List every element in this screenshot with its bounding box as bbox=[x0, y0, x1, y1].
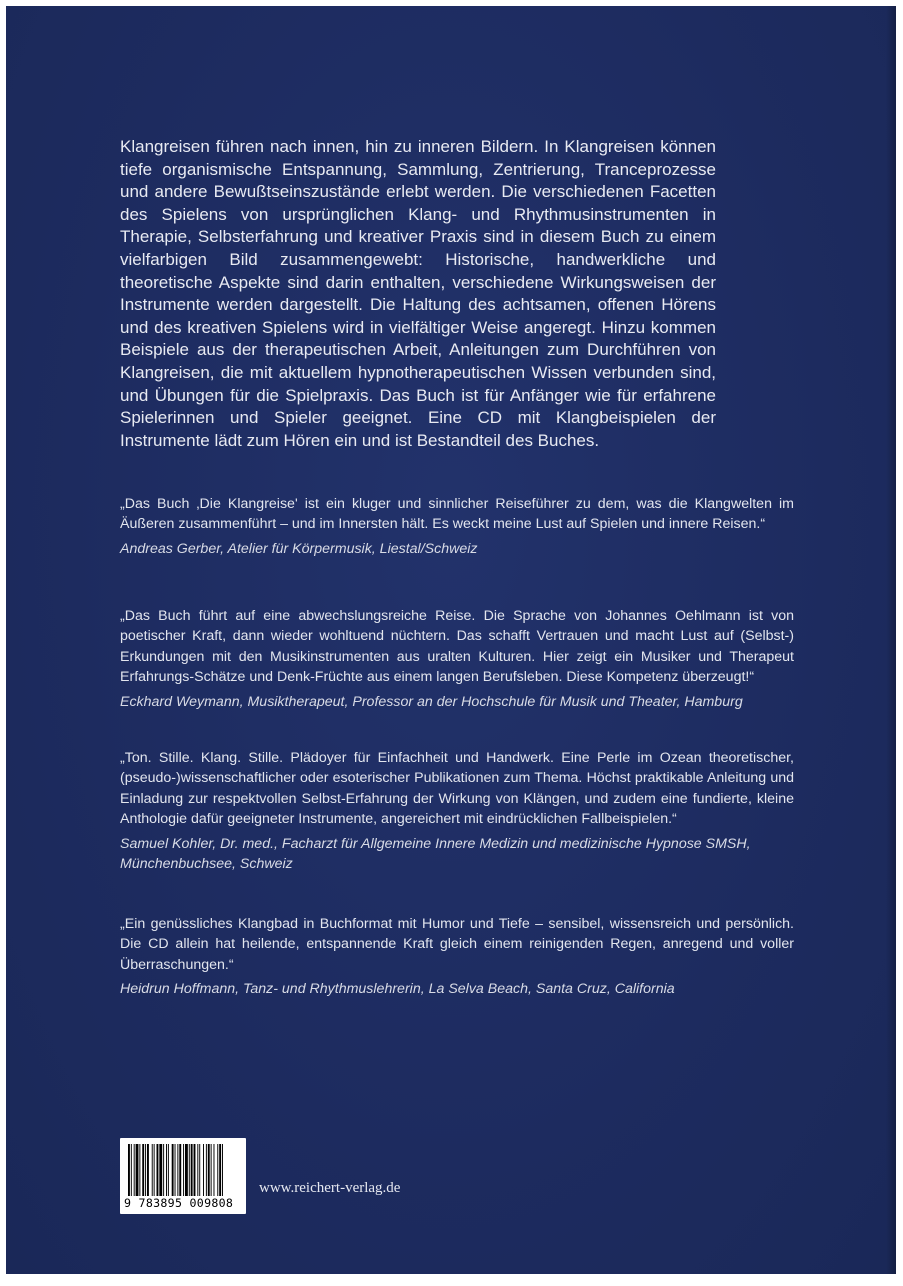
barcode-bar bbox=[134, 1144, 135, 1196]
quote-text: „Das Buch führt auf eine abwechslungsreiche Reise. Die Sprache von Johannes Oehlmann ist von poetischer Kraft, dann wieder wohltuend nüchtern. Das schafft Vertrauen und macht Lust auf (Selbst-) Erkundungen mit den Musikinstrumenten aus uralten Kulturen. Hier zeigt ein Musiker und Therapeut Erfahrungs-Schätze und Denk-Früchte aus einem langen Berufsleben. Diese Kompetenz überzeugt!“ bbox=[120, 608, 794, 686]
barcode-bar bbox=[177, 1144, 178, 1196]
barcode-bar bbox=[183, 1144, 184, 1196]
barcode-bar bbox=[166, 1144, 167, 1196]
quote-author: Samuel Kohler, Dr. med., Facharzt für Allgemeine Innere Medizin und medizinische Hypnose SMSH, Münchenbuchsee, Schweiz bbox=[120, 835, 751, 873]
barcode-bar bbox=[159, 1144, 162, 1196]
isbn-barcode bbox=[120, 1138, 246, 1214]
barcode-bar bbox=[152, 1144, 153, 1196]
review-quote-4 bbox=[120, 914, 794, 1000]
barcode-bar bbox=[147, 1144, 149, 1196]
barcode-bar bbox=[172, 1144, 174, 1196]
book-back-cover bbox=[6, 6, 896, 1274]
review-quote-1 bbox=[120, 494, 794, 559]
barcode-bar bbox=[208, 1144, 210, 1196]
quote-author: Andreas Gerber, Atelier für Körpermusik, Liestal/Schweiz bbox=[120, 540, 478, 557]
barcode-bar bbox=[194, 1144, 196, 1196]
barcode-bar bbox=[197, 1144, 198, 1196]
barcode-bar bbox=[154, 1144, 155, 1196]
barcode-bar bbox=[179, 1144, 181, 1196]
quote-text: „Ein genüssliches Klangbad in Buchformat mit Humor und Tiefe – sensibel, wissensreich und persönlich. Die CD allein hat heilende, entspannende Kraft gleich einem reinigenden Regen, anregend und voller Überraschungen.“ bbox=[120, 916, 794, 973]
review-quote-3 bbox=[120, 748, 794, 874]
barcode-bar bbox=[206, 1144, 207, 1196]
cover-edge-shadow bbox=[886, 6, 896, 1274]
barcode-bar bbox=[217, 1144, 218, 1196]
barcode-bar bbox=[139, 1144, 140, 1196]
barcode-bar bbox=[203, 1144, 204, 1196]
barcode-bar bbox=[145, 1144, 146, 1196]
barcode-bar bbox=[214, 1144, 215, 1196]
barcode-bar bbox=[142, 1144, 144, 1196]
barcode-bars bbox=[128, 1144, 240, 1196]
barcode-bar bbox=[136, 1144, 139, 1196]
barcode-bar bbox=[185, 1144, 188, 1196]
barcode-bar bbox=[163, 1144, 164, 1196]
barcode-bar bbox=[222, 1144, 223, 1196]
quote-text: „Das Buch ‚Die Klangreise' ist ein kluger und sinnlicher Reiseführer zu dem, was die Klangwelten im Äußeren zusammenführt – und im Innersten hält. Es weckt meine Lust auf Spielen und innere Reisen.“ bbox=[120, 496, 794, 533]
barcode-bar bbox=[219, 1144, 221, 1196]
publisher-website: www.reichert-verlag.de bbox=[259, 1180, 401, 1196]
barcode-bar bbox=[191, 1144, 193, 1196]
quote-author: Eckhard Weymann, Musiktherapeut, Professor an der Hochschule für Musik und Theater, Hamburg bbox=[120, 693, 743, 710]
quote-author: Heidrun Hoffmann, Tanz- und Rhythmuslehrerin, La Selva Beach, Santa Cruz, California bbox=[120, 981, 675, 998]
barcode-bar bbox=[199, 1144, 200, 1196]
isbn-number: 9 783895 009808 bbox=[124, 1196, 234, 1210]
barcode-bar bbox=[128, 1144, 130, 1196]
quote-text: „Ton. Stille. Klang. Stille. Plädoyer für Einfachheit und Handwerk. Eine Perle im Ozean theoretischer, (pseudo-)wissenschaftlicher oder esoterischer Publikationen zum Thema. Höchst praktikable Anleitung und Einladung zur respektvollen Selbst-Erfahrung der Wirkung von Klängen, und zudem eine fundierte, kleine Anthologie dafür geeigneter Instrumente, angereichert mit eindrücklichen Fallbeispielen.“ bbox=[120, 750, 794, 828]
barcode-bar bbox=[131, 1144, 132, 1196]
barcode-bar bbox=[157, 1144, 159, 1196]
book-description: Klangreisen führen nach innen, hin zu inneren Bildern. In Klangreisen können tiefe organismische Entspannung, Sammlung, Zentrierung, Tranceprozesse und andere Bewußtseinszustände erlebt werden. Die verschiedenen Facetten des Spielens von ursprünglichen Klang- und Rhythmusinstrumenten in Therapie, Selbsterfahrung und kreativer Praxis sind in diesem Buch zu einem vielfarbigen Bild zusammengewebt: Historische, handwerkliche und theoretische Aspekte sind darin enthalten, verschiedene Wirkungsweisen der Instrumente werden dargestellt. Die Haltung des achtsamen, offenen Hörens und des kreativen Spielens wird in vielfältiger Weise angeregt. Hinzu kommen Beispiele aus der therapeutischen Arbeit, Anleitungen zum Durchführen von Klangreisen, die mit aktuellem hypnotherapeutischen Wissen verbunden sind, und Übungen für die Spielpraxis. Das Buch ist für Anfänger wie für erfahrene Spielerinnen und Spieler geeignet. Eine CD mit Klangbeispielen der Instrumente lädt zum Hören ein und ist Bestandteil des Buches. bbox=[120, 137, 716, 450]
barcode-bar bbox=[211, 1144, 212, 1196]
review-quote-2 bbox=[120, 606, 794, 712]
barcode-bar bbox=[189, 1144, 190, 1196]
barcode-bar bbox=[168, 1144, 169, 1196]
barcode-bar bbox=[175, 1144, 176, 1196]
